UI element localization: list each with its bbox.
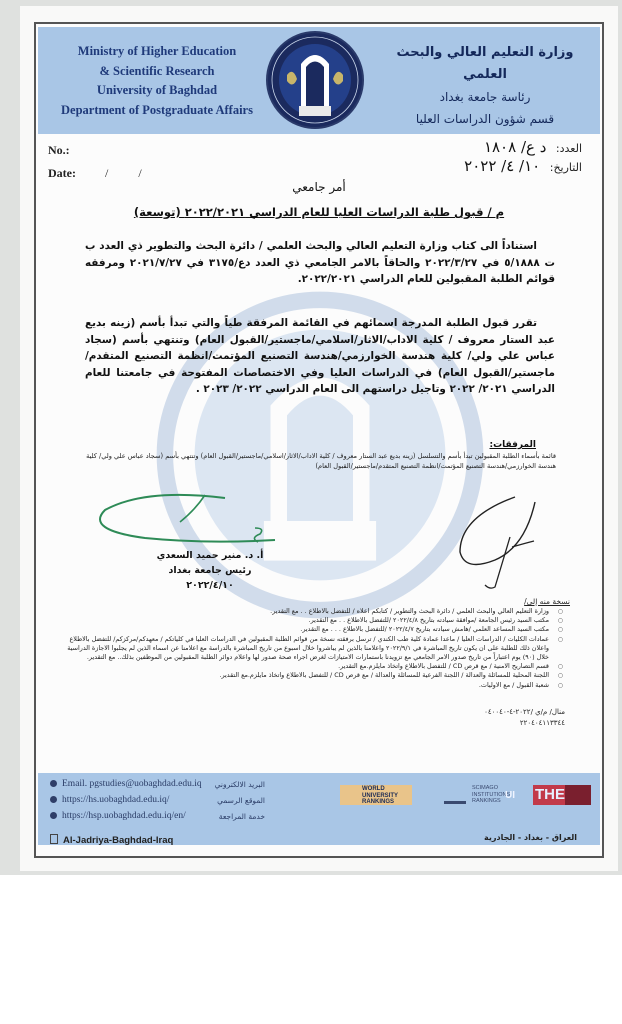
signatory-name: أ. د. منير حميد السعدي [156, 550, 264, 561]
paragraph-decision-text: تقرر قبول الطلبة المدرجة اسمائهم في القائمة المرفقة طياً والتي تبدأ بأسم (زينه بديع عبد الستار معروف / كلية الاداب/الاثار/اسلامي/ماجستير/القبول العام) وتنتهي بأسم (سجاد عباس علي ولي/ كلية هندسة الخوارزمي/هندسة التصنيع المؤتمت/انظمة التصنيع المتقدم/ماجستير/القبول العام) في الدراسات العليا وفي الاختصاصات المفتوحة في جامعتنا للعام الدراسي ٢٠٢١/ ٢٠٢٢ وتاجيل دراستهم الى العام الدراسي ٢٠٢٢/ ٢٠٢٣ . [85, 317, 555, 395]
cc-item: ○ مكتب السيد رئيس الجامعة /موافقة سيادته بتاريخ ٢٠٢٢/٤/٨ /للتفضل بالاطلاع . . مع التقدير. [60, 616, 565, 625]
reference-code: ٢٢٠٤٠٤١١٣٣٤٤ [519, 718, 565, 727]
reference-code: منال/ م/ي /٢٠٢٢-٤-٠٤٠٠٤٠ [484, 708, 565, 716]
cc-item: ○ عمادات الكليات / الدراسات العليا / ماعدا عمادة كلية طب الكندي / ترسل برفقته نسخة من قوائم الطلبة المقبولين في الدراسات العليا في كلياتكم / معهدكم/مركزكم/ للتفضل بالاطلاع واعلان ذلك للطلبة على ان يكون تاريخ المباشرة في ٢٠٢٢/٩/١ واعلامنا بالذين لم يباشروا خلال اسبوع من تاريخ المباشرة بالدراسة مع اعلامنا عن اسماء الذين لم يجلبوا الاجازة الدراسية خلال (٩٠) يوم اعتباراً من تاريخ صدور الامر الجامعي مع تزويدنا باستمارات الامتيازات لغرض اجراء صحة صدور لها واعلام دوائر الطلبة المقبولين من الموظفين بذلك.. مع التقدير. [60, 635, 565, 663]
the-ranking-logo: THE [533, 785, 591, 805]
ui-greenmetric-logo: UI [505, 790, 515, 801]
initial-signature [440, 492, 550, 592]
scimago-ranking-logo: SCIMAGO INSTITUTIONS RANKINGS [424, 785, 499, 805]
header-arabic [380, 42, 590, 130]
email-icon [50, 780, 57, 787]
footer-address-en [50, 834, 173, 846]
date-label-en-text: Date: [48, 166, 76, 180]
cc-item: ○ شعبة القبول / مع الاوليات. [60, 681, 565, 690]
footer-address-ar: العراق - بغداد - الجادرية [484, 833, 577, 842]
header-ar-line: رئاسة جامعة بغداد [439, 90, 531, 104]
signatory-title: رئيس جامعة بغداد [168, 565, 252, 576]
document-heading: أمر جامعي [292, 180, 346, 194]
number-label-en: No.: [48, 143, 70, 157]
attachments-text: قائمة بأسماء الطلبة المقبولين تبدأ بأسم والتسلسل (زينه بديع عبد الستار معروف / كلية الاداب/الاثار/اسلامي/ماجستير/القبول العام) وتنتهي بأسم (سجاد عباس علي ولي/ كلية هندسة الخوارزمي/هندسة التصنيع المؤتمت/انظمة التصنيع المتقدم/ماجستير/القبول العام) [86, 452, 556, 470]
footer-site-1-ar: الموقع الرسمي [217, 796, 265, 805]
number-value-ar: د ع/ ١٨٠٨ [483, 138, 547, 156]
header-english [52, 42, 262, 120]
date-placeholder-en: / / [104, 166, 142, 180]
header-en-line: & Scientific Research [99, 63, 215, 78]
globe-icon [50, 796, 57, 803]
cc-item: ○ اللجنة المحلية للمسائلة والعدالة / اللجنة الفرعية للمسائلة والعدالة / مع قرص CD / للتفضل بالاطلاع واتخاذ مايلزم.مع التقدير. [60, 671, 565, 680]
header-ar-line: وزارة التعليم العالي والبحث العلمي [396, 45, 574, 82]
qs-ranking-logo: WORLD UNIVERSITY RANKINGS [340, 785, 412, 805]
location-icon [50, 834, 58, 844]
signature-date: ٢٠٢٢/٤/١٠ [186, 580, 234, 591]
cc-item: ○ وزارة التعليم العالي والبحث العلمي / دائرة البحث والتطوير / كتابكم اعلاه / للتفضل بالاطلاع . . مع التقدير. [60, 607, 565, 616]
reference-codes [400, 707, 565, 728]
date-label-en [48, 166, 142, 181]
footer-email-text[interactable]: Email. pgstudies@uobaghdad.edu.iq [62, 779, 202, 789]
signature-block [140, 548, 280, 593]
cc-label: نسخة منه إلى/ [524, 597, 570, 606]
date-value-ar: ١٠/ ٤/ ٢٠٢٢ [464, 157, 541, 175]
globe-icon [50, 812, 57, 819]
footer-address-en-text: Al-Jadriya-Baghdad-Iraq [63, 835, 174, 846]
header-ar-line: قسم شؤون الدراسات العليا [415, 112, 555, 126]
footer-site-1-text[interactable]: https://hs.uobaghdad.edu.iq/ [62, 795, 170, 805]
attachments-label: المرفقات: [489, 440, 536, 450]
footer-email-ar: البريد الالكتروني [214, 780, 265, 789]
university-logo [265, 30, 365, 130]
footer-site-1[interactable] [50, 795, 169, 805]
paragraph-reference [85, 238, 555, 288]
cc-list [60, 607, 565, 690]
footer-site-2-text[interactable]: https://hsp.uobaghdad.edu.iq/en/ [62, 811, 186, 821]
header-en-line: University of Baghdad [96, 83, 218, 97]
cc-item: ○ قسم التصاريح الامنية / مع قرص CD / للتفضل بالاطلاع واتخاذ مايلزم.مع التقدير. [60, 662, 565, 671]
footer-email[interactable] [50, 779, 202, 789]
number-label-ar: العدد: [555, 142, 582, 155]
paragraph-reference-text: استناداً الى كتاب وزارة التعليم العالي والبحث العلمي / دائرة البحث والتطوير ذي العدد ب ت ٥/١٨٨٨ في ٢٠٢٢/٣/٢٧ والحاقاً بالامر الجامعي ذي العدد دع/٣١٧٥ في ٢٠٢١/٧/٢٧ ومرفقه قوائم الطلبة المقبولين للعام الدراسي ٢٠٢٢/٢٠٢١. [85, 240, 555, 285]
header-en-line: Ministry of Higher Education [77, 44, 237, 58]
header-en-line: Department of Postgraduate Affairs [61, 102, 253, 117]
date-field-ar [464, 157, 582, 175]
date-label-ar: التاريخ: [549, 161, 582, 174]
paragraph-decision [85, 315, 555, 398]
president-signature [85, 490, 285, 550]
footer-site-2-ar: خدمة المراجعة [218, 812, 265, 821]
number-field-ar [484, 138, 582, 156]
document-subject: م / قبول طلبة الدراسات العليا للعام الدراسي ٢٠٢٢/٢٠٢١ (توسعة) [133, 205, 505, 219]
footer-site-2[interactable] [50, 811, 186, 821]
cc-item: ○ مكتب السيد المساعد العلمي /هامش سيادته بتاريخ ٢٠٢٢/٤/٧ /للتفضل بالاطلاع . . . مع التقدير. [60, 625, 565, 634]
